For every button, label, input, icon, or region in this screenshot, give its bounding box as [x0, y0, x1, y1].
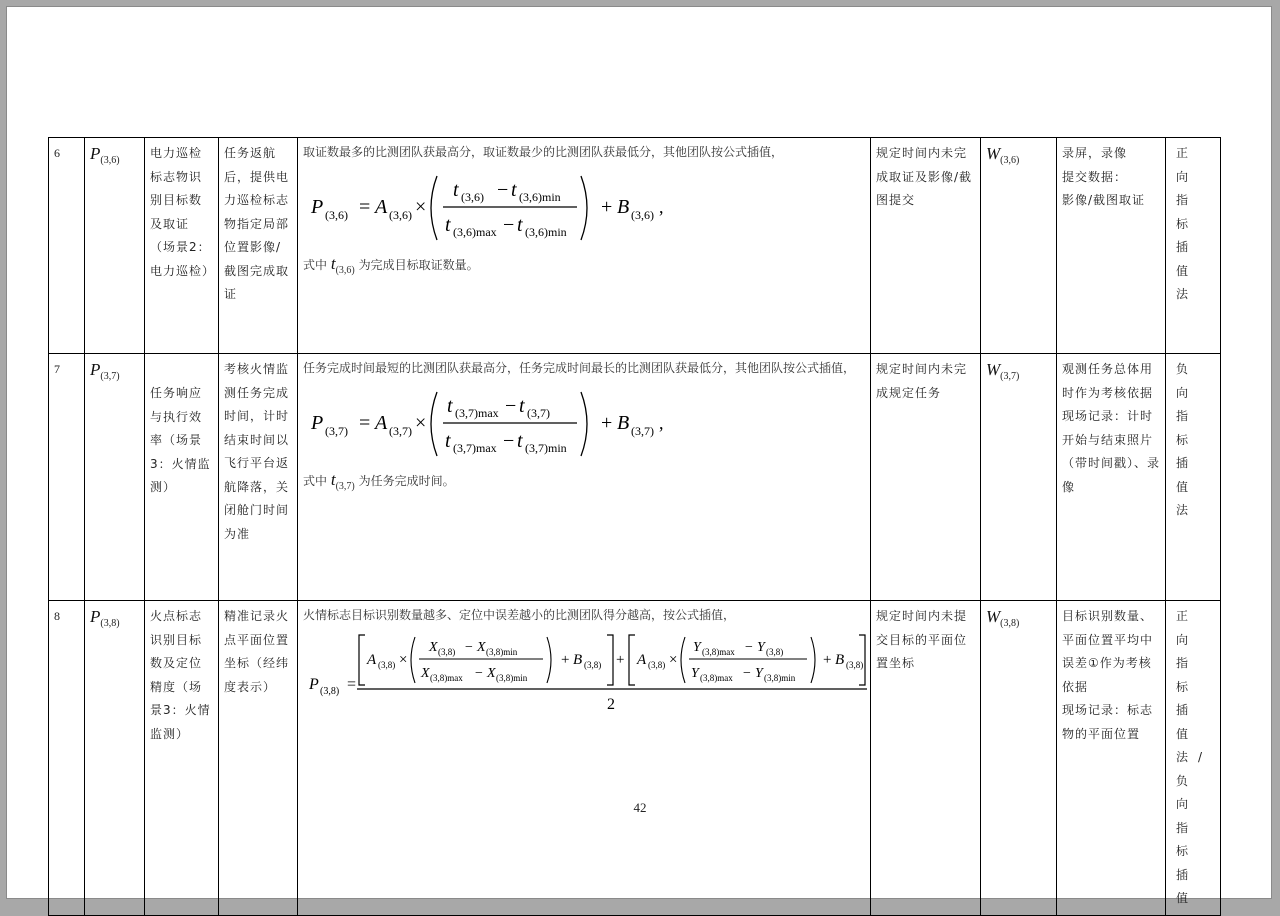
formula-x-max-sub: (3,8)max	[430, 673, 463, 683]
weight-symbol: W	[986, 607, 1001, 626]
indicator-name: 火点标志识别目标数及定位精度（场景3：火情监测）	[145, 601, 219, 916]
zero-score-condition: 规定时间内未完成取证及影像/截图提交	[871, 138, 981, 354]
formula-num-b: t	[519, 395, 525, 417]
formula-y-min: Y	[755, 666, 763, 681]
indicator-subscript: (3,7)	[100, 371, 120, 382]
svg-text:+: +	[561, 652, 570, 668]
svg-text:×: ×	[415, 412, 427, 434]
row-number: 6	[49, 138, 85, 354]
svg-text:−: −	[503, 214, 515, 236]
formula-offset-y: B	[835, 652, 845, 668]
indicator-code	[85, 138, 145, 354]
scoring-rule-cell	[298, 138, 871, 354]
weight-code	[981, 138, 1057, 354]
weight-symbol: W	[986, 360, 1001, 379]
formula-offset-sub: (3,6)	[631, 208, 654, 222]
formula-den-b-sub: (3,6)min	[525, 225, 567, 239]
formula-num-b-sub: (3,7)	[527, 406, 550, 420]
page-number: 42	[633, 800, 647, 815]
formula-num-a: t	[447, 395, 453, 417]
svg-text:×: ×	[399, 652, 408, 668]
scoring-formula	[307, 386, 867, 462]
note-prefix: 式中	[303, 474, 328, 488]
indicator-name: 电力巡检标志物识别目标数及取证（场景2：电力巡检）	[145, 138, 219, 354]
formula-num-a-sub: (3,7)max	[455, 406, 499, 420]
formula-offset-x: B	[573, 652, 583, 668]
formula-den-b: t	[517, 430, 523, 452]
table-row	[49, 601, 1221, 916]
formula-x-max: X	[421, 666, 430, 681]
formula-lhs: P	[311, 412, 324, 434]
document-page	[6, 6, 1272, 905]
evidence-requirements: 目标识别数量、平面位置平均中误差①作为考核依据 现场记录：标志物的平面位置	[1057, 601, 1166, 916]
evidence-requirements: 观测任务总体用时作为考核依据 现场记录：计时开始与结束照片（带时间戳）、录像	[1057, 354, 1166, 601]
note-prefix: 式中	[303, 258, 328, 272]
row-number: 8	[49, 601, 85, 916]
formula-y-max-sub: (3,8)max	[702, 647, 735, 657]
formula-num-b: t	[511, 179, 517, 201]
formula-divisor: 2	[607, 696, 615, 713]
scoring-rule-text: 任务完成时间最短的比测团队获最高分，任务完成时间最长的比测团队获最低分，其他团队按公式插值，	[303, 361, 856, 375]
assessment-method: 精准记录火点平面位置坐标（经纬度表示）	[219, 601, 298, 916]
assessment-method: 任务返航后，提供电力巡检标志物指定局部位置影像/截图完成取证	[219, 138, 298, 354]
formula-coef-sub: (3,6)	[389, 208, 412, 222]
table-row	[49, 354, 1221, 601]
row-number: 7	[49, 354, 85, 601]
formula-den-b: t	[517, 214, 523, 236]
formula-den-a-sub: (3,7)max	[453, 441, 497, 455]
formula-num-a-sub: (3,6)	[461, 190, 484, 204]
svg-text:+: +	[601, 196, 613, 218]
formula-offset-y-sub: (3,8)	[846, 660, 864, 670]
scoring-rule-text: 取证数最多的比测团队获最高分，取证数最少的比测团队获最低分，其他团队按公式插值，	[303, 145, 784, 159]
note-variable: t	[330, 254, 336, 273]
formula-y-value-sub: (3,8)	[766, 647, 784, 657]
formula-y-max: Y	[693, 640, 701, 655]
formula-x-min: X	[477, 640, 486, 655]
indicator-code	[85, 601, 145, 916]
svg-text:=: =	[359, 196, 371, 218]
formula-x-min-den-sub: (3,8)min	[496, 673, 528, 683]
formula-coef: A	[375, 412, 388, 434]
svg-text:−: −	[743, 666, 751, 681]
note-variable-sub: (3,6)	[335, 265, 355, 276]
formula-offset-sub: (3,7)	[631, 424, 654, 438]
scoring-rule-cell	[298, 601, 871, 916]
formula-coef-sub: (3,7)	[389, 424, 412, 438]
formula-y-max-den-sub: (3,8)max	[700, 673, 733, 683]
scoring-rule-text: 火情标志目标识别数量越多、定位中误差越小的比测团队得分越高，按公式插值，	[303, 608, 736, 622]
scoring-direction: 负向指标插值法	[1166, 354, 1221, 601]
formula-coef-y-sub: (3,8)	[648, 660, 666, 670]
formula-lhs-sub: (3,7)	[325, 424, 348, 438]
indicator-symbol: P	[90, 607, 101, 626]
svg-text:−: −	[503, 430, 515, 452]
weight-code	[981, 354, 1057, 601]
formula-y-max-den: Y	[691, 666, 699, 681]
formula-y-value: Y	[757, 640, 765, 655]
indicator-subscript: (3,8)	[100, 618, 120, 629]
formula-lhs-sub: (3,8)	[320, 686, 340, 697]
note-variable-sub: (3,7)	[335, 481, 355, 492]
formula-offset-x-sub: (3,8)	[584, 660, 602, 670]
variable-note	[303, 252, 865, 283]
svg-text:+: +	[616, 652, 625, 668]
formula-y-min-sub: (3,8)min	[764, 673, 796, 683]
weight-code	[981, 601, 1057, 916]
svg-text:−: −	[465, 640, 473, 655]
indicator-symbol: P	[90, 360, 101, 379]
formula-lhs: P	[309, 676, 319, 693]
indicator-symbol: P	[90, 144, 101, 163]
formula-x-value-sub: (3,8)	[438, 647, 456, 657]
formula-offset: B	[617, 196, 630, 218]
formula-offset: B	[617, 412, 630, 434]
formula-num-b-sub: (3,6)min	[519, 190, 561, 204]
scoring-direction: 正向指标插值法/负向指标插值	[1166, 601, 1221, 916]
svg-text:,: ,	[659, 197, 664, 217]
svg-text:+: +	[601, 412, 613, 434]
indicator-code	[85, 354, 145, 601]
formula-lhs-sub: (3,6)	[325, 208, 348, 222]
table-row	[49, 138, 1221, 354]
assessment-method: 考核火情监测任务完成时间，计时结束时间以飞行平台返航降落，关闭舱门时间为准	[219, 354, 298, 601]
formula-coef-y: A	[637, 652, 647, 668]
scoring-direction: 正向指标插值法	[1166, 138, 1221, 354]
svg-text:−: −	[497, 179, 509, 201]
formula-den-a: t	[445, 214, 451, 236]
formula-den-a: t	[445, 430, 451, 452]
indicator-subscript: (3,6)	[100, 155, 120, 166]
scoring-table	[48, 137, 1221, 916]
scoring-rule-cell	[298, 354, 871, 601]
weight-subscript: (3,8)	[1000, 618, 1020, 629]
svg-text:×: ×	[415, 196, 427, 218]
note-suffix: 为完成目标取证数量。	[358, 258, 479, 272]
formula-x-min-den: X	[487, 666, 496, 681]
svg-text:−: −	[745, 640, 753, 655]
zero-score-condition: 规定时间内未完成规定任务	[871, 354, 981, 601]
weight-subscript: (3,7)	[1000, 371, 1020, 382]
formula-coef-x: A	[367, 652, 377, 668]
note-variable: t	[330, 470, 336, 489]
svg-text:×: ×	[669, 652, 678, 668]
formula-lhs: P	[311, 196, 324, 218]
formula-x-value: X	[429, 640, 438, 655]
weight-subscript: (3,6)	[1000, 155, 1020, 166]
weight-symbol: W	[986, 144, 1001, 163]
svg-text:=: =	[347, 676, 357, 693]
formula-den-a-sub: (3,6)max	[453, 225, 497, 239]
formula-den-b-sub: (3,7)min	[525, 441, 567, 455]
zero-score-condition: 规定时间内未提交目标的平面位置坐标	[871, 601, 981, 916]
formula-coef: A	[375, 196, 388, 218]
svg-text:,: ,	[659, 413, 664, 433]
formula-coef-x-sub: (3,8)	[378, 660, 396, 670]
scoring-formula	[307, 629, 867, 713]
note-suffix: 为任务完成时间。	[358, 474, 455, 488]
svg-text:−: −	[505, 395, 517, 417]
formula-x-min-sub: (3,8)min	[486, 647, 518, 657]
variable-note	[303, 468, 865, 499]
svg-text:+: +	[823, 652, 832, 668]
formula-num-a: t	[453, 179, 459, 201]
svg-text:=: =	[359, 412, 371, 434]
evidence-requirements: 录屏，录像 提交数据： 影像/截图取证	[1057, 138, 1166, 354]
scoring-formula	[307, 170, 867, 246]
svg-text:−: −	[475, 666, 483, 681]
indicator-name: 任务响应与执行效率（场景3：火情监测）	[145, 354, 219, 601]
